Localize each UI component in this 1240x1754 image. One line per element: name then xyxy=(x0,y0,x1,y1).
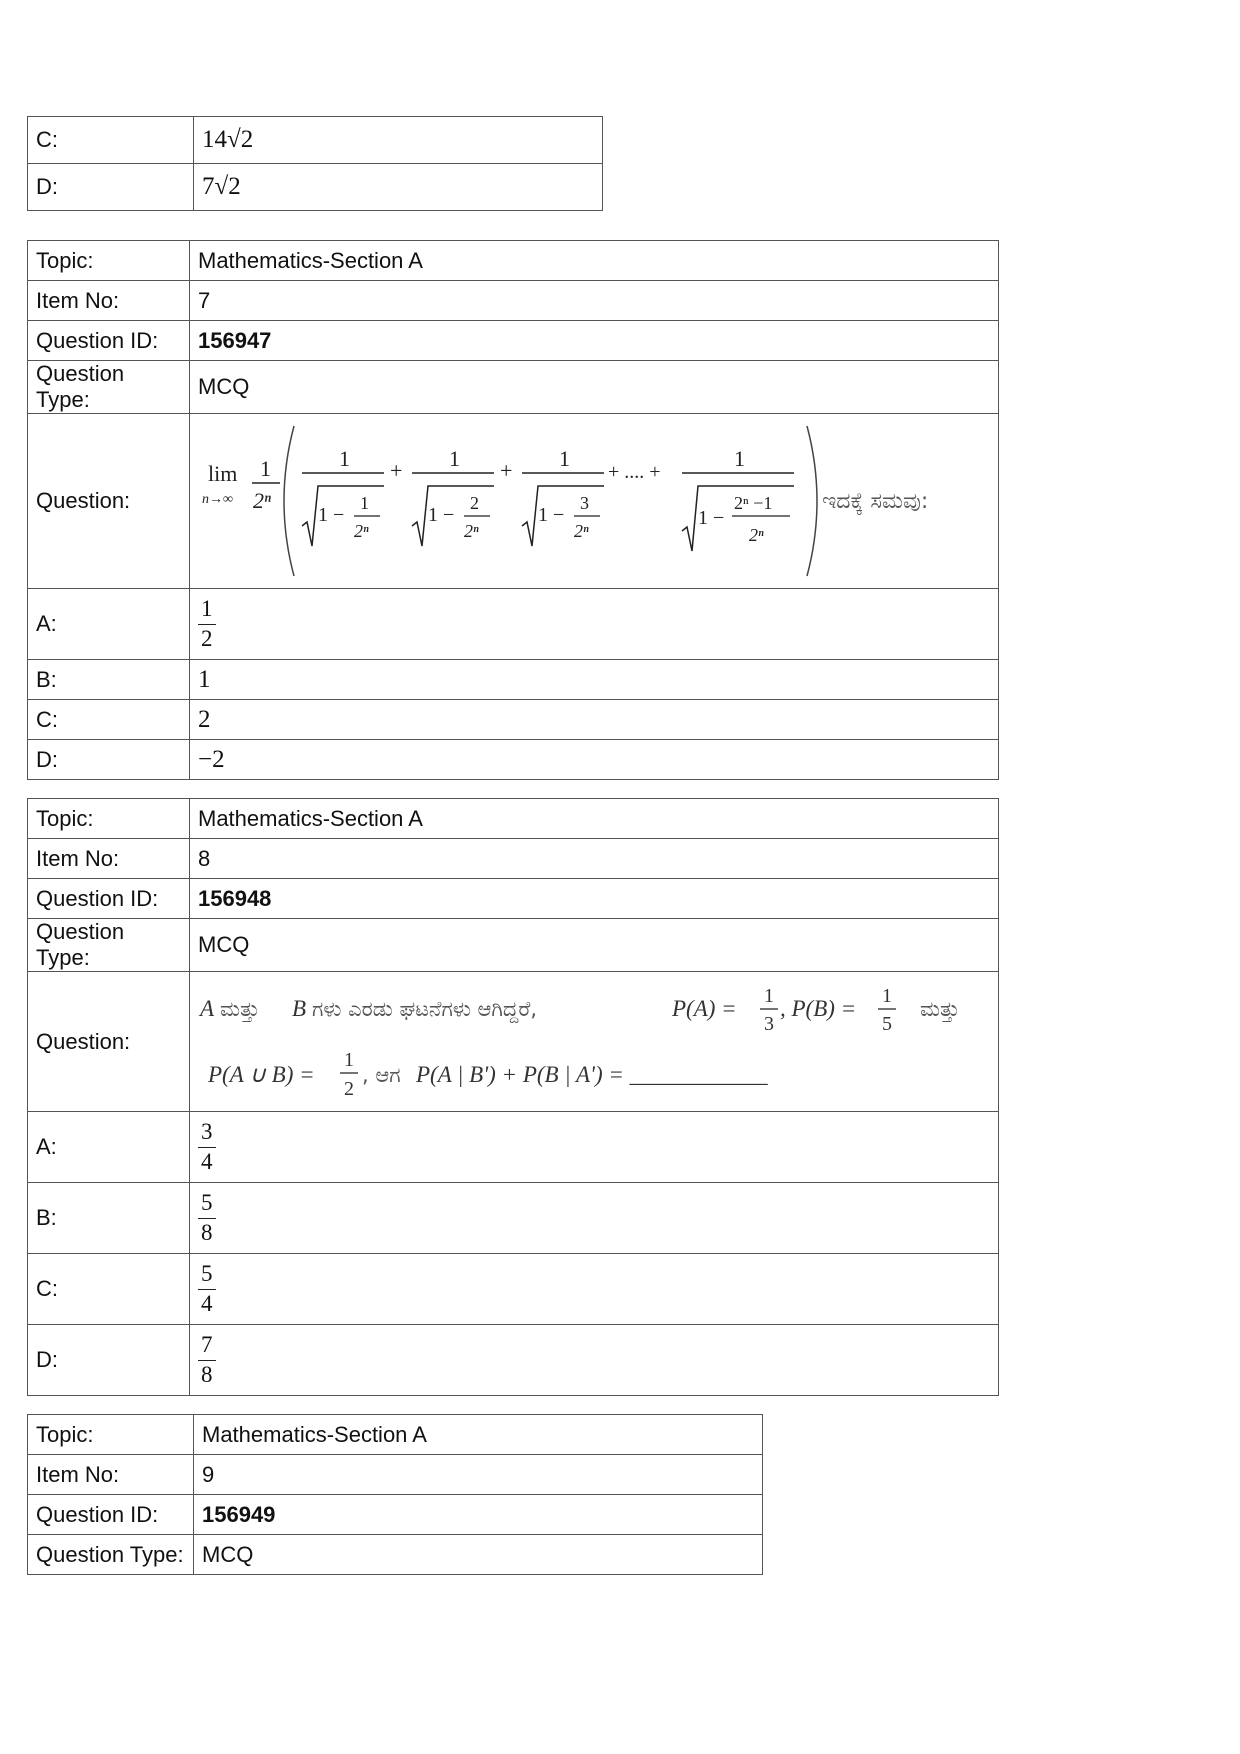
term3-inner-den: 2ⁿ xyxy=(574,521,589,541)
question-type-value: MCQ xyxy=(190,919,999,972)
event-b: B xyxy=(292,995,307,1021)
item-no-label: Item No: xyxy=(28,839,190,879)
probability-expression xyxy=(194,974,994,1110)
question-type-value: MCQ xyxy=(194,1535,763,1575)
item-no-value: 8 xyxy=(190,839,999,879)
item-no-value: 7 xyxy=(190,281,999,321)
topic-label: Topic: xyxy=(28,241,190,281)
term-last-num: 1 xyxy=(734,446,745,471)
option-d-den: 8 xyxy=(201,1361,213,1387)
limit-expression xyxy=(194,416,994,586)
option-d-value: 7√2 xyxy=(194,164,603,211)
term2-one-minus: 1 − xyxy=(428,504,455,526)
option-b-value xyxy=(190,1183,999,1254)
term3-num: 1 xyxy=(559,446,570,471)
term-last-one-minus: 1 − xyxy=(698,507,725,529)
lim-text: lim xyxy=(208,461,238,486)
topic-value: Mathematics-Section A xyxy=(190,799,999,839)
option-a-den: 4 xyxy=(201,1148,213,1174)
event-a: A xyxy=(200,995,215,1021)
right-paren xyxy=(807,426,817,576)
kannada-suffix: ಇದಕ್ಕೆ ಸಮವು: xyxy=(822,489,929,514)
mattu-2: ಮತ್ತು xyxy=(920,996,960,1021)
p-a-num: 1 xyxy=(764,984,774,1007)
option-a-fraction xyxy=(198,1118,216,1177)
term-last-inner-den: 2ⁿ xyxy=(749,525,764,545)
item-no-value: 9 xyxy=(194,1455,763,1495)
lim-subscript: n→∞ xyxy=(202,492,233,507)
option-a-label: A: xyxy=(28,589,190,660)
topic-value: Mathematics-Section A xyxy=(194,1415,763,1455)
option-c-value: 14√2 xyxy=(194,117,603,164)
term1-inner-num: 1 xyxy=(360,493,369,513)
question-id-bold: 156947 xyxy=(198,327,272,353)
question-label: Question: xyxy=(28,972,190,1112)
option-b-num: 5 xyxy=(198,1189,216,1219)
option-c-value xyxy=(190,1254,999,1325)
topic-label: Topic: xyxy=(28,799,190,839)
option-c-label: C: xyxy=(28,1254,190,1325)
question-id-value xyxy=(190,321,999,361)
mattu-1: ಮತ್ತು xyxy=(220,996,260,1021)
option-c-label: C: xyxy=(28,700,190,740)
option-d-fraction xyxy=(198,1331,216,1390)
option-b-label: B: xyxy=(28,660,190,700)
question-7-body xyxy=(190,414,999,589)
option-d-label: D: xyxy=(28,1325,190,1396)
term1-one-minus: 1 − xyxy=(318,504,345,526)
p-b-den: 5 xyxy=(882,1012,892,1035)
plus-dots: + .... + xyxy=(608,461,661,483)
p-b-num: 1 xyxy=(882,984,892,1007)
prev-question-options-table xyxy=(27,116,603,211)
item-no-label: Item No: xyxy=(28,281,190,321)
question-id-label: Question ID: xyxy=(28,1495,194,1535)
p-a-den: 3 xyxy=(764,1012,774,1035)
question-label: Question: xyxy=(28,414,190,589)
question-id-label: Question ID: xyxy=(28,321,190,361)
p-a-union-b-num: 1 xyxy=(344,1048,354,1071)
term2-num: 1 xyxy=(449,446,460,471)
question-id-value xyxy=(194,1495,763,1535)
question-type-label: Question Type: xyxy=(28,361,190,414)
option-c-fraction xyxy=(198,1260,216,1319)
term2-inner-den: 2ⁿ xyxy=(464,521,479,541)
question-type-label: Question Type: xyxy=(28,919,190,972)
question-id-bold: 156948 xyxy=(198,885,272,911)
plus-1: + xyxy=(390,458,403,483)
term-last-inner-num: 2ⁿ −1 xyxy=(734,493,773,513)
question-7-table xyxy=(27,240,999,780)
option-a-value xyxy=(190,1112,999,1183)
option-a-label: A: xyxy=(28,1112,190,1183)
term2-inner-num: 2 xyxy=(470,493,479,513)
question-id-label: Question ID: xyxy=(28,879,190,919)
question-8-body xyxy=(190,972,999,1112)
option-a-fraction xyxy=(198,595,216,654)
option-a-num: 3 xyxy=(198,1118,216,1148)
option-d-label: D: xyxy=(28,164,194,211)
conditional-expression: P(A | B') + P(B | A') = ____________ xyxy=(416,1061,768,1087)
option-b-den: 8 xyxy=(201,1219,213,1245)
option-a-num: 1 xyxy=(198,595,216,625)
option-d-value: −2 xyxy=(190,740,999,780)
term1-inner-den: 2ⁿ xyxy=(354,521,369,541)
question-id-bold: 156949 xyxy=(202,1501,276,1527)
option-c-num: 5 xyxy=(198,1260,216,1290)
term3-one-minus: 1 − xyxy=(538,504,565,526)
left-paren xyxy=(284,426,294,576)
question-type-value: MCQ xyxy=(190,361,999,414)
option-d-label: D: xyxy=(28,740,190,780)
topic-value: Mathematics-Section A xyxy=(190,241,999,281)
option-b-label: B: xyxy=(28,1183,190,1254)
p-b: , P(B) = xyxy=(780,995,857,1021)
prefactor-num: 1 xyxy=(260,456,271,481)
p-a-union-b: P(A ∪ B) = xyxy=(208,1061,315,1087)
question-type-label: Question Type: xyxy=(28,1535,194,1575)
item-no-label: Item No: xyxy=(28,1455,194,1495)
option-a-den: 2 xyxy=(201,625,213,651)
p-a-union-b-den: 2 xyxy=(344,1077,354,1100)
option-b-value: 1 xyxy=(190,660,999,700)
events-text: ಗಳು ಎರಡು ಘಟನೆಗಳು ಆಗಿದ್ದರೆ, xyxy=(312,996,538,1021)
option-c-den: 4 xyxy=(201,1290,213,1316)
option-b-fraction xyxy=(198,1189,216,1248)
plus-2: + xyxy=(500,458,513,483)
question-8-table xyxy=(27,798,999,1396)
aaga-text: , ಆಗ xyxy=(362,1062,401,1087)
option-c-label: C: xyxy=(28,117,194,164)
option-d-value xyxy=(190,1325,999,1396)
question-id-value xyxy=(190,879,999,919)
topic-label: Topic: xyxy=(28,1415,194,1455)
term1-num: 1 xyxy=(339,446,350,471)
question-9-table xyxy=(27,1414,763,1575)
term3-inner-num: 3 xyxy=(580,493,589,513)
option-d-num: 7 xyxy=(198,1331,216,1361)
option-c-value: 2 xyxy=(190,700,999,740)
p-a: P(A) = xyxy=(672,995,737,1021)
option-a-value xyxy=(190,589,999,660)
prefactor-den: 2ⁿ xyxy=(253,488,271,513)
